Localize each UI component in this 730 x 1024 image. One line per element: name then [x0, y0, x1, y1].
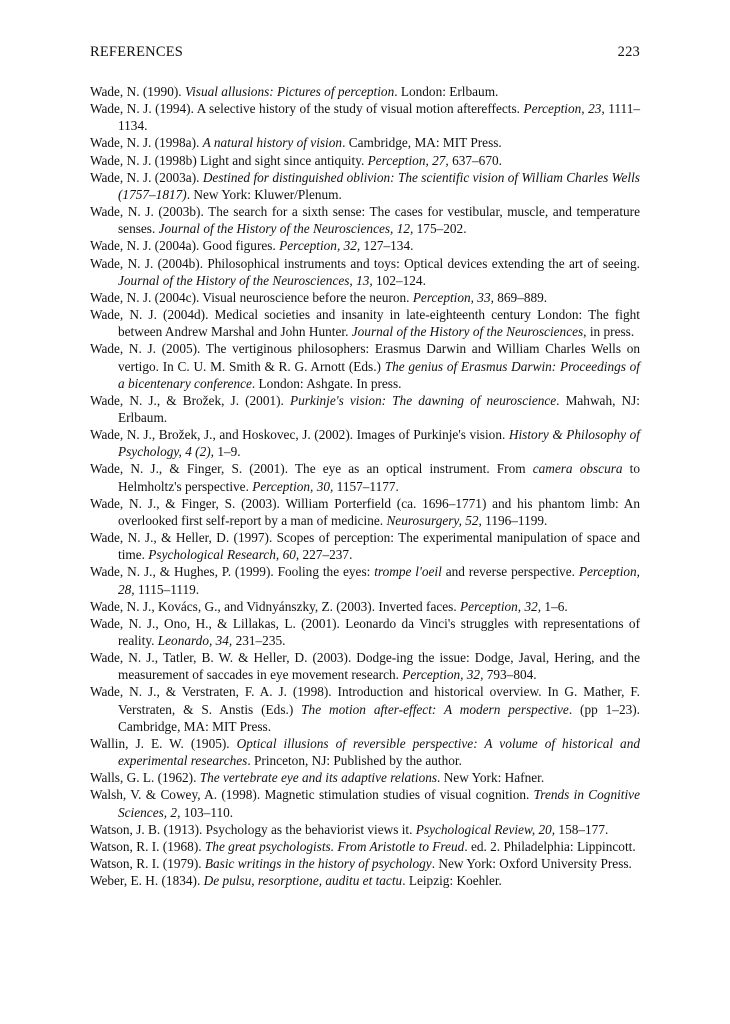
- reference-italic-text: Perception, 28,: [118, 564, 641, 597]
- reference-text: 127–134.: [360, 238, 414, 254]
- reference-italic-text: Destined for distinguished oblivion: The scientific vision of William Charles Wells (1757–1817): [118, 169, 640, 202]
- reference-text: 227–237.: [299, 547, 353, 563]
- reference-italic-text: The genius of Erasmus Darwin: Proceedings of a bicentenary conference: [118, 358, 641, 391]
- reference-italic-text: Perception, 33,: [412, 289, 494, 305]
- running-head: [90, 44, 640, 61]
- reference-text: 158–177.: [555, 821, 609, 837]
- reference-text: Walls, G. L. (1962).: [90, 770, 200, 786]
- reference-text: Wade, N. J., Tatler, B. W. & Heller, D. (2003). Dodge-ing the issue: Dodge, Javal, Hering, and the measurement of saccades in eye movement research.: [90, 650, 640, 683]
- reference-italic-text: Perception, 27,: [367, 152, 449, 168]
- page-number: 223: [617, 44, 640, 60]
- reference-text: Wade, N. J., & Verstraten, F. A. J. (1998). Introduction and historical overview. In G. Mather, F. Verstraten, & S. Anstis (Eds.): [90, 684, 640, 717]
- reference-text: . New York: Hafner.: [437, 770, 545, 786]
- reference-entry: [90, 649, 640, 683]
- reference-entry: [90, 683, 640, 734]
- reference-text: Wade, N. J. (2005). The vertiginous philosophers: Erasmus Darwin and William Charles Wells on vertigo. In C. U. M. Smith & R. G. Arnott (Eds.): [90, 341, 640, 374]
- reference-text: 103–110.: [180, 804, 234, 820]
- reference-text: 869–889.: [493, 289, 548, 305]
- reference-italic-text: The motion after-effect: A modern perspective: [301, 701, 569, 717]
- reference-entry: [90, 598, 640, 615]
- reference-entry: [90, 306, 640, 340]
- reference-text: 1–6.: [541, 598, 568, 614]
- reference-entry: [90, 769, 640, 786]
- reference-text: 1–9.: [214, 444, 241, 460]
- reference-italic-text: The great psychologists. From Aristotle to Freud: [204, 838, 465, 854]
- reference-entry: [90, 563, 640, 597]
- reference-text: . London: Erlbaum.: [394, 84, 499, 99]
- reference-text: 1115–1119.: [134, 581, 200, 597]
- reference-italic-text: Perception, 32,: [402, 667, 484, 683]
- reference-text: . ed. 2. Philadelphia: Lippincott.: [464, 838, 636, 854]
- reference-text: Watson, R. I. (1979).: [90, 856, 205, 872]
- reference-entry: [90, 100, 640, 134]
- reference-entry: [90, 289, 640, 306]
- reference-text: 102–124.: [372, 272, 426, 288]
- reference-entry: [90, 821, 640, 838]
- reference-text: . London: Ashgate. In press.: [251, 375, 402, 391]
- reference-italic-text: Visual allusions: Pictures of perception: [184, 84, 395, 99]
- reference-text: 793–804.: [483, 667, 537, 683]
- reference-italic-text: Optical illusions of reversible perspective: A volume of historical and experimental researches: [118, 735, 640, 769]
- reference-text: Wade, N. J. (2004c). Visual neuroscience before the neuron.: [90, 289, 413, 305]
- reference-text: and reverse perspective.: [441, 564, 579, 580]
- reference-italic-text: Journal of the History of the Neurosciences,: [351, 324, 587, 340]
- reference-text: Wade, N. J., & Finger, S. (2001). The eye as an optical instrument. From: [90, 461, 533, 477]
- reference-italic-text: De pulsu, resorptione, auditu et tactu: [203, 873, 403, 889]
- reference-italic-text: Perception, 30,: [252, 478, 334, 494]
- reference-italic-text: Purkinje's vision: The dawning of neuroscience: [289, 392, 557, 408]
- reference-text: . Mahwah, NJ: Erlbaum.: [118, 392, 640, 425]
- reference-entry: [90, 460, 640, 494]
- reference-text: Watson, J. B. (1913). Psychology as the behaviorist views it.: [90, 821, 416, 837]
- reference-text: 1196–1199.: [481, 512, 548, 528]
- reference-entry: [90, 495, 640, 529]
- reference-text: Wallin, J. E. W. (1905).: [90, 735, 237, 751]
- reference-text: 1111–1134.: [118, 101, 640, 134]
- reference-text: Wade, N. J. (2003b). The search for a sixth sense: The cases for vestibular, muscle, and temperature senses.: [90, 204, 640, 237]
- reference-text: Wade, N. J., Kovács, G., and Vidnyánszky, Z. (2003). Inverted faces.: [90, 598, 460, 614]
- reference-entry: [90, 426, 640, 460]
- reference-entry: [90, 83, 640, 100]
- reference-entry: [90, 529, 640, 563]
- reference-italic-text: Journal of the History of the Neurosciences, 13,: [118, 272, 373, 288]
- reference-italic-text: Perception, 32,: [279, 238, 361, 254]
- reference-entry: [90, 255, 640, 289]
- reference-text: . (pp 1–23). Cambridge, MA: MIT Press.: [118, 701, 640, 734]
- reference-text: Wade, N. J. (1998a).: [90, 135, 203, 151]
- reference-entry: [90, 169, 640, 203]
- reference-text: Wade, N. J. (2004a). Good figures.: [90, 238, 280, 254]
- reference-text: . New York: Oxford University Press.: [431, 856, 632, 872]
- reference-entry: [90, 203, 640, 237]
- reference-text: . Cambridge, MA: MIT Press.: [342, 135, 502, 151]
- reference-text: Wade, N. J. (1994). A selective history of the study of visual motion aftereffects.: [90, 101, 524, 117]
- reference-italic-text: Psychological Research, 60,: [148, 547, 300, 563]
- reference-text: 231–235.: [232, 633, 286, 648]
- reference-text: Wade, N. (1990).: [90, 84, 185, 99]
- reference-text: Wade, N. J. (2004d). Medical societies and insanity in late-eighteenth century London: The fight between Andrew Marshal and John Hunter.: [90, 307, 640, 340]
- section-title: REFERENCES: [90, 44, 184, 60]
- reference-text: Wade, N. J. (2004b). Philosophical instruments and toys: Optical devices extending the art of seeing.: [90, 255, 640, 271]
- reference-text: Wade, N. J., & Finger, S. (2003). William Porterfield (ca. 1696–1771) and his phantom limb: An overlooked first self-report by a man of medicine.: [90, 495, 640, 528]
- reference-text: Weber, E. H. (1834).: [90, 873, 204, 889]
- reference-text: to Helmholtz's perspective.: [118, 461, 641, 494]
- reference-text: 637–670.: [448, 152, 502, 168]
- reference-italic-text: Psychological Review, 20,: [415, 821, 556, 837]
- reference-text: . Princeton, NJ: Published by the author.: [247, 753, 462, 769]
- reference-entry: [90, 134, 640, 151]
- reference-text: Wade, N. J., & Heller, D. (1997). Scopes of perception: The experimental manipulation of space and time.: [90, 530, 640, 563]
- reference-entry: [90, 392, 640, 426]
- reference-entry: [90, 615, 640, 649]
- reference-italic-text: History & Philosophy of Psychology, 4 (2),: [118, 427, 640, 460]
- reference-text: Wade, N. J., Ono, H., & Lillakas, L. (2001). Leonardo da Vinci's struggles with representations of reality.: [90, 615, 640, 648]
- reference-italic-text: trompe l'oeil: [374, 564, 442, 580]
- reference-text: Wade, N. J. (2003a).: [90, 169, 203, 185]
- reference-entry: [90, 152, 640, 169]
- reference-text: in press.: [586, 324, 635, 340]
- reference-italic-text: The vertebrate eye and its adaptive relations: [199, 770, 438, 786]
- reference-text: Wade, N. J., Brožek, J., and Hoskovec, J. (2002). Images of Purkinje's vision.: [90, 427, 509, 443]
- reference-italic-text: Perception, 32,: [459, 598, 542, 614]
- reference-entry: [90, 786, 640, 820]
- reference-italic-text: A natural history of vision: [202, 135, 343, 151]
- reference-text: Walsh, V. & Cowey, A. (1998). Magnetic stimulation studies of visual cognition.: [90, 787, 534, 803]
- reference-italic-text: Neurosurgery, 52,: [386, 512, 482, 528]
- reference-italic-text: Trends in Cognitive Sciences, 2,: [118, 787, 640, 820]
- reference-entry: [90, 872, 640, 889]
- reference-italic-text: Perception, 23,: [523, 101, 605, 117]
- reference-text: Wade, N. J., & Brožek, J. (2001).: [90, 392, 290, 408]
- reference-list: [90, 83, 640, 889]
- reference-text: 175–202.: [413, 221, 467, 237]
- reference-italic-text: Leonardo, 34,: [157, 633, 233, 648]
- reference-text: 1157–1177.: [333, 478, 399, 494]
- reference-entry: [90, 237, 640, 254]
- reference-text: . Leipzig: Koehler.: [402, 873, 502, 889]
- reference-text: Wade, N. J., & Hughes, P. (1999). Fooling the eyes:: [90, 564, 375, 580]
- reference-text: Wade, N. J. (1998b) Light and sight since antiquity.: [90, 152, 368, 168]
- reference-text: . New York: Kluwer/Plenum.: [186, 186, 342, 202]
- reference-entry: [90, 340, 640, 391]
- reference-entry: [90, 855, 640, 872]
- reference-italic-text: camera obscura: [532, 461, 623, 477]
- reference-italic-text: Basic writings in the history of psychology: [204, 856, 432, 872]
- reference-text: Watson, R. I. (1968).: [90, 838, 205, 854]
- reference-entry: [90, 838, 640, 855]
- reference-entry: [90, 735, 640, 769]
- reference-italic-text: Journal of the History of the Neurosciences, 12,: [158, 221, 414, 237]
